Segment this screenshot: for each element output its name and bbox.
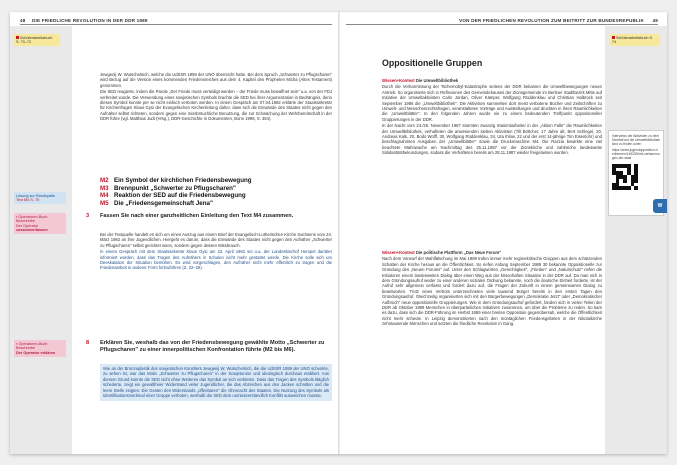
task-2: 8 Erklären Sie, weshalb das von der Friedensbewegung gewählte Motto „Schwerter zu Pflugscharen" zu einer innerpolitischen Konfrontation führte (M2 bis M6). [86, 340, 325, 353]
operator-icon: ▪ [16, 341, 18, 346]
task-1-answer: Bei der Textquelle handelt es sich um einen Auszug aus einem Brief der Evangelisch-Lutherischen Kirche Sachsens vom 24. März 1982 an ihre Jugendlichen. Hiergeht es darum, dass die Einwände des Staates nicht gegen den Aufnäher „Schwerter zu Pflugscharen" selbst gerichtet seien, sondern gegen dessen Missbrauch. In einem Gespräch mit dem Staatssekretär Klaus Gysi am 22. April 1982 sei u.a. der Landesbischof Hempel darüber informiert worden, dass das Tragen des Aufnähers in Schulen nicht mehr gestattet werde. Die Kirche solle sich um Deeskalation der Situation bemühen. Es wird vorgeschlagen, den Aufnäher nicht mehr öffentlich zu tragen und die Friedensarbeit in anderer Form fortzuführen (Z. 22–29). [100, 232, 332, 271]
left-running-header [20, 18, 332, 25]
umweltbibliothek-text: Wissen+Kontext Die Umweltbibliothek Durch die Verharmlosung der Tschernobyl-Katastrophe seitens der DDR bekamen die Umweltbewegungen neuen Antrieb. So organisierte sich in Reflexionen des Gemeindehauses der Zionsgemeinde im Berliner Stadtbezirk Mitte auf Initiative der Umweltaktivisten Carlo Jordan, Oliver Kämper, Wolfgang Rüddenklau und Christian Halbrock seit September 1986 die „Umweltbibliothek". Die Aktivisten sammelten dort meist verbotene Bücher und Zeitschriften zu Umwelt- und Menschenrechtsfragen, veranstalteten Vorträge und Ausstellungen und druckten in ihren Räumlichkeiten die „Umweltblätter". In den folgenden Jahren wurde sie zu einem bedeutenden Treffpunkt oppositioneller Gruppierungen in der DDR. In der Nacht vom 24./25. November 1987 stürmten zwanzig Stasimitarbeiter in der „Aktion Falle" die Räumlichkeiten der Umweltbibliothek, verhafteten die anwesenden sieben Aktivisten (Till Böttcher, 17 Jahre alt, Bert Schlegel, 20, Andreas Kalk, 20, Bodo Wolff, 30, Wolfgang Rüddenklau, 34, Uta Ihlow, 22 und der erst 14-jährige Tim Eisenlohr) und beschlagnahmten Ausgaben der „Umweltblätter" sowie die Druckmaschine M4. Die Razzia bewirkte eine viel beachtete Mahnwache am Nachmittag des 25.11.1987 vor der Zionskirche und zahlreiche landesweite Solidaritätsbekundungen, sodass die Verhafteten bereits am 28.11.1987 wieder freigelassen wurden. [382, 78, 602, 156]
right-page-number: 49 [652, 18, 658, 23]
gutter [338, 12, 340, 454]
book-icon [16, 36, 19, 39]
material-item-m5: M5 Die „Friedensgemeinschaft Jena" [100, 199, 213, 207]
task-1: 3 Fassen Sie nach einer ganzheitlichen Einleitung den Text M4 zusammen. [86, 213, 294, 219]
material-list [100, 177, 332, 207]
book-spread [10, 12, 667, 454]
margin-solution-tag[interactable]: Lösung zur Randspalte Text M4 S. 70 [14, 192, 66, 204]
operator-icon: ▪ [16, 214, 18, 219]
material-item-m2: M2 Ein Symbol der kirchlichen Friedensbewegung [100, 177, 252, 184]
intro-paragraph: Jewgenij W. Wutschetisch, welche die UdSSR 1959 der UNO überreicht hatte. Bei dem Spruch „Schwerter zu Pflugscharen" wird Bezug auf die Version eines kommenden Friedensreiches aus dem 4. Kapitel des Propheten Micha (Altes Testament) genommen. Die SED reagierte, indem die Parole „Der Friede muss verteidigt werden – der Friede muss bewaffnet sein" u.a. von der FDJ verbreitet wurde. Die Verwendung eines sowjetischen Symbols brachte die SED bei ihrer Argumentation in Bedrängnis, denn dieses Symbol konnte per se nicht einfach verboten werden. In einem Gespräch am 07.04.1982 erklärte der Staatssekretär für Kirchenfragen Klaus Gysi der Evangelischen Kirchenleitung daher, dass sich die Einwände des Staates nicht gegen den Aufnäher selbst richteten, sondern gegen eine missbräuchliche Benutzung, die zur Schwächung der Wehrbereitschaft in der DDR führe (vgl. Matthias Judt (Hrsg.), DDR-Geschichte in Dokumenten, Bonn 1998, S. 394). [100, 72, 332, 122]
right-margin-column [605, 26, 667, 454]
left-page-number: 48 [20, 18, 26, 23]
right-header-title: VON DER FRIEDLICHEN REVOLUTION ZUM BEITRITT ZUR BUNDESREPUBLIK [459, 18, 644, 23]
neues-forum-text: Wissen+Kontext Die politische Plattform „Das Neue Forum" Nach dem Vorwurf der Wahlfälschung im Mai 1989 trafen immer mehr regimekritische Gruppen aus dem schützenden Schatten der Kirche heraus an die Öffentlichkeit. So riefen Anfang September 1989 30 bekannte Oppositionelle zur Gründung des „Neuen Forums" auf. Unter den Schlagworten „Gerechtigkeit", „Frieden" und „Naturschutz" riefen die Initiatoren einem landesweiten Dialog über einen Weg aus der krisenhaften Situation in der DDR auf. Da man sich in dem Gründungsaufruf weder zu einer anderen sozialen Ordnung bekannte, noch die deutsche Einheit forderte, ist der Aufruf sehr allgemein verfasst und fordert dazu auf, die Fragen der Zukunft in einem gemeinsamen Dialog zu beantworten. Trotz eines Verbots unterzeichneten viele tausend Bürger bereits in den ersten Tagen den Gründungsaufruf. Gleichzeitig organisierten sich mit den Bürgerbewegungen „Demokratie Jetzt" oder „Demokratischer Aufbruch" neue oppositionelle Gruppierungen. Wie in dem Gründungsaufruf gefordert, fanden sich in vielen Teilen der DDR ab Oktober 1989 Menschen in überparteilichen Initiativen zusammen, um über die Probleme zu reden. So kam es dazu, dass sich die DDR-Führung im Herbst 1989 einer breiten Opposition gegenübersah, welche die Öffentlichkeit nicht mehr scheute. In Leipzig demonstrierten nach den montäglichen Friedensgebeten in der Nikolaikirche zehntausende Menschen und setzten die friedliche Revolution in Gang. [382, 250, 602, 327]
book-icon [612, 36, 615, 39]
workbook-reference-tag[interactable]: Schülerarbeitsbuch S. 70–72 [14, 34, 60, 46]
qr-code-icon[interactable] [612, 164, 638, 190]
material-item-m3: M3 Brennpunkt „Schwerter zu Pflugscharen" [100, 184, 236, 192]
right-workbook-tag[interactable]: Schülerarbeitsbuch S. 74 [610, 34, 660, 46]
qr-url-link[interactable]: https://www.jugendopposition.de/themen/145339/mit-verbannungen-der-stasi [612, 148, 660, 160]
material-item-m4: M4 Reaktion der SED auf die Friedensbewegung [100, 192, 246, 199]
left-header-title: DIE FRIEDLICHE REVOLUTION IN DER DDR 1989 [32, 18, 148, 23]
chapter-tab[interactable]: W [653, 199, 667, 213]
qr-info-box: Interviews der Aktivisten zu dem Überfall auf die Umweltbibliothek sind zu finden unter: https://www.jugendopposition.de/themen/145339/mit-verbannungen-der-stasi [608, 130, 664, 216]
section-title: Oppositionelle Gruppen [382, 58, 483, 68]
left-margin-column [10, 26, 72, 454]
operator-book-tag-2[interactable]: ▪ Operatoren-Buch Beschreibe Der Operator erklären [14, 340, 66, 357]
operator-book-tag[interactable]: ▪ Operatoren-Buch Beschreibe Der Operator zusammenfassen [14, 213, 66, 234]
task-2-answer: Wie an der Bronzeplastik des sowjetischen Künstlers Jewgenij W. Wutschetisch, die die UdSSR 1959 der UNO schenkte, zu sehen ist, war das Motiv „Schwerter zu Pflugscharen" in der Sowjetunion und ideologisch durchaus etabliert. Aus diesem Grund konnte die SED nicht ohne Weiteres das Symbol an sich verbieten. Dass das Tragen des Symbols kläglich scheiterte, zeigt ein gewaltfreier Widerstand vieler Jugendlicher, die das Abzeichen aus den Jacken schnitten und die leere Stelle zeigten. Die Gesten des Widerstands „offenbaren" die Ohnmacht des Staates. Die Nutzung des Symbols als Identifikationsmerkmal einer Gruppe verboten, weshalb die SED dem unmissverständlich Konflikt ausweichen musste. [100, 364, 332, 401]
right-running-header [346, 18, 658, 25]
